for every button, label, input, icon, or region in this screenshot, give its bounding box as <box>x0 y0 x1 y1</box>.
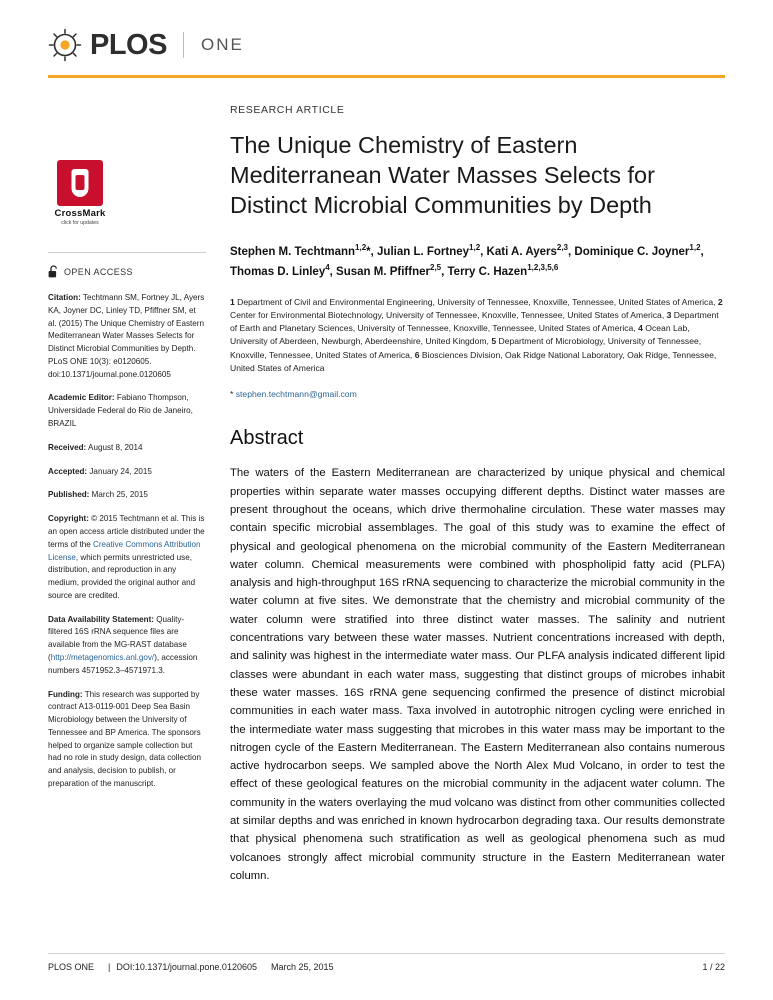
accepted-text: January 24, 2015 <box>87 466 152 476</box>
page-footer <box>48 953 725 972</box>
accepted-block <box>48 466 206 479</box>
journal-name: ONE <box>200 35 244 54</box>
published-block <box>48 489 206 502</box>
crossmark-sublabel: click for updates <box>61 220 99 226</box>
affiliations: 1 Department of Civil and Environmental Engineering, University of Tennessee, Knoxville, Tennessee, United States of America, 2 Center for Environmental Biotechnology, University of Tennessee, Knoxville, Tennessee, United States of America, 3 Department of Earth and Planetary Sciences, University of Tennessee, Knoxville, Tennessee, United States of America, 4 Ocean Lab, University of Aberdeen, Newburgh, Aberdeenshire, United Kingdom, 5 Department of Microbiology, University of Tennessee, Knoxville, Tennessee, United States of America, 6 Biosciences Division, Oak Ridge National Laboratory, Oak Ridge, Tennessee, United States of America <box>230 296 723 374</box>
citation-text: Techtmann SM, Fortney JL, Ayers KA, Joyner DC, Linley TD, Pfiffner SM, et al. (2015) The Unique Chemistry of Eastern Mediterranean Water Masses Selects for Distinct Microbial Communities by Depth. PLoS ONE 10(3): e0120605. doi:10.1371/journal.pone.0120605 <box>48 293 205 379</box>
abstract-heading: Abstract <box>230 427 304 450</box>
sidebar <box>48 104 224 885</box>
copyright-label: Copyright: <box>48 514 89 524</box>
corresponding-email-link[interactable]: stephen.techtmann@gmail.com <box>235 389 357 400</box>
editor-text: Fabiano Thompson, Universidade Federal do Rio de Janeiro, BRAZIL <box>48 393 193 429</box>
received-block <box>48 442 206 455</box>
page-title: The Unique Chemistry of Eastern Mediterranean Water Masses Selects for Distinct Microbial Communities by Depth <box>230 132 655 219</box>
open-access-badge <box>48 265 206 278</box>
footer-left <box>48 962 348 972</box>
masthead <box>48 0 725 62</box>
citation-label: Citation: <box>48 293 81 302</box>
received-text: August 8, 2014 <box>86 442 143 452</box>
data-availability-text-2: ), accession numbers 4571952.3–4571971.3. <box>48 652 198 675</box>
copyright-text-1: © 2015 Techtmann et al. This is an open access article distributed under the terms of the <box>48 514 205 549</box>
data-availability-block <box>48 614 206 678</box>
footer-doi: DOI:10.1371/journal.pone.0120605 <box>116 962 257 972</box>
author-list: Stephen M. Techtmann$^{1,2}$*, Julian L. Fortney$^{1,2}$, Kati A. Ayers$^{2,3}$, Dominique C. Joyner$^{1,2}$, Thomas D. Linley$^4$, Susan M. Pfiffner$^{2,5}$, Terry C. Hazen$^{1,2,3,5,6}$ <box>230 243 704 278</box>
funding-text: This research was supported by contract A13-0119-001 Deep Sea Basin Microbiology between the University of Tennessee and BP America. The sponsors helped to organize sample collection but had no role in study design, data collection and analysis, decision to publish, or preparation of the manuscript. <box>48 689 201 788</box>
plos-wordmark: PLOS <box>90 28 167 61</box>
corresponding-mark: * <box>230 389 234 400</box>
published-label: Published: <box>48 490 90 500</box>
article-type-label: RESEARCH ARTICLE <box>230 104 345 116</box>
masthead-divider <box>183 32 184 58</box>
sidebar-divider <box>48 252 206 253</box>
footer-date: March 25, 2015 <box>270 962 334 972</box>
data-availability-text-1: Quality-filtered 16S rRNA sequence files are available from the MG-RAST database ( <box>48 614 187 662</box>
creative-commons-link[interactable]: Creative Commons Attribution License <box>48 539 201 562</box>
footer-sep-1: | <box>108 962 111 972</box>
accepted-label: Accepted: <box>48 466 88 476</box>
footer-page-number: 1 / 22 <box>702 962 725 972</box>
copyright-text-2: , which permits unrestricted use, distribution, and reproduction in any medium, provided the original author and source are credited. <box>48 552 196 600</box>
data-availability-label: Data Availability Statement: <box>48 614 154 624</box>
copyright-block <box>48 513 206 602</box>
corresponding-author <box>230 389 725 399</box>
page-content <box>48 104 725 885</box>
received-label: Received: <box>48 442 87 452</box>
abstract-text: The waters of the Eastern Mediterranean are characterized by unique physical and chemical properties within separate water masses occupying different depths. Distinct water masses are present throughout the oceans, which drive thermohaline circulation. These water masses may contain specific microbial assemblages. The goal of this study was to examine the effect of physical and geological phenomena on the microbial community of the Eastern Mediterranean water column. Chemical measurements were combined with phospholipid fatty acid (PLFA) analysis and high-throughput 16S rRNA sequencing to characterize the microbial community in the water column at five sites. We demonstrate that the chemistry and microbial community of the water column were stratified into three distinct water masses. The salinity and nutrient concentrations vary between these water masses. Nutrient concentrations increased with depth, and salinity was highest in the intermediate water mass. Our PLFA analysis indicated different lipid classes were abundant in each water mass, suggesting that distinct groups of microbes inhabit these water masses. 16S rRNA gene sequencing confirmed the presence of distinct microbial communities in each water mass. Taxa involved in autotrophic nitrogen cycling were enriched in the intermediate water mass suggesting that microbes in this water mass may be important to the nitrogen cycle of the Eastern Mediterranean. The Eastern Mediterranean also contains numerous active hydrocarbon seeps. We sampled above the North Alex Mud Volcano, in order to test the effect of these geological features on the microbial community in the adjacent water column. The community in the waters overlaying the mud volcano was distinct from other communities collected at similar depths and was enriched in known hydrocarbon degrading taxa. Our results demonstrate that physical phenomena such stratification as well as geological phenomena such as mud volcanoes strongly affect microbial community structure in the Eastern Mediterranean water column. <box>230 467 725 882</box>
crossmark-icon <box>57 160 103 206</box>
editor-block <box>48 392 206 430</box>
mgrast-link[interactable]: http://metagenomics.anl.gov/ <box>50 652 155 662</box>
footer-divider <box>48 953 725 954</box>
funding-block <box>48 689 206 791</box>
published-text: March 25, 2015 <box>89 490 148 500</box>
footer-journal: PLOS ONE <box>48 962 95 972</box>
funding-label: Funding: <box>48 689 83 699</box>
open-access-label: OPEN ACCESS <box>64 266 133 277</box>
open-lock-icon <box>48 265 59 278</box>
accent-rule <box>48 75 725 78</box>
plos-circle-logo-icon <box>48 28 82 62</box>
crossmark-badge[interactable] <box>48 160 112 226</box>
editor-label: Academic Editor: <box>48 393 115 403</box>
crossmark-label: CrossMark <box>54 208 106 219</box>
citation-block <box>48 292 206 381</box>
main-column <box>224 104 725 885</box>
